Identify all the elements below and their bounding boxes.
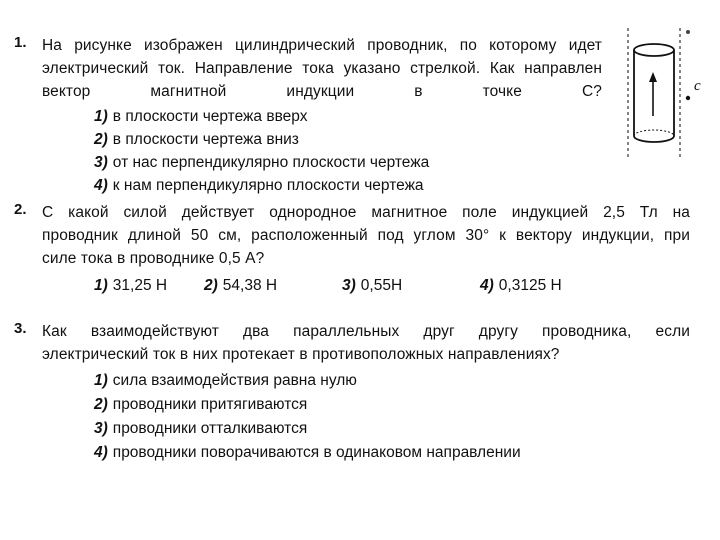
option-text: от нас перпендикулярно плоскости чертежа [112,154,430,171]
question-text [42,320,690,366]
question-3 [14,320,694,470]
option-text: сила взаимодействия равна нулю [112,372,357,389]
cylinder-bottom-hidden [634,130,674,136]
answer-option[interactable] [342,274,402,297]
option-number: 4) [480,277,494,294]
current-arrow-head [649,72,657,82]
option-text: проводники отталкиваются [112,420,308,437]
answer-option[interactable] [94,128,299,151]
option-text: 0,3125 Н [498,277,562,294]
option-number: 3) [94,420,108,437]
option-number: 1) [94,108,108,125]
option-number: 1) [94,277,108,294]
option-number: 3) [94,154,108,171]
answer-option[interactable] [94,274,167,297]
option-text: проводники притягиваются [112,396,308,413]
option-number: 2) [94,131,108,148]
answer-option[interactable] [94,105,307,128]
corner-mark [686,30,690,34]
cylinder-top [634,44,674,56]
option-text: 0,55Н [360,277,403,294]
question-line: электрический ток. Направление тока указано стрелкой. Как направлен [42,60,602,77]
option-text: проводники поворачиваются в одинаковом направлении [112,444,521,461]
question-number: 3. [14,320,27,337]
question-1 [14,34,604,204]
point-c-dot [686,96,690,100]
option-text: 31,25 Н [112,277,168,294]
option-number: 4) [94,444,108,461]
question-line: электрический ток в них протекает в противоположных направлениях? [42,346,560,363]
question-2 [14,201,694,296]
answer-option[interactable] [204,274,277,297]
answer-option[interactable] [94,441,521,464]
answer-option[interactable] [480,274,562,297]
answer-option[interactable] [94,174,424,197]
question-line: С какой силой действует однородное магнитное поле индукцией 2,5 Тл на [42,204,690,221]
cylinder-diagram [622,26,712,166]
option-text: 54,38 Н [222,277,278,294]
option-number: 2) [204,277,218,294]
option-text: в плоскости чертежа вниз [112,131,299,148]
answer-option[interactable] [94,393,307,416]
option-number: 3) [342,277,356,294]
option-text: к нам перпендикулярно плоскости чертежа [112,177,424,194]
question-number: 2. [14,201,27,218]
cylinder-bottom [634,136,674,142]
question-line: проводник длиной 50 см, расположенный под углом 30° к вектору индукции, при [42,227,690,244]
option-text: в плоскости чертежа вверх [112,108,308,125]
question-line: Как взаимодействуют два параллельных друг другу проводника, если [42,323,690,340]
question-text [42,34,602,103]
question-number: 1. [14,34,27,51]
question-line: вектор магнитной индукции в точке С? [42,83,602,100]
answer-option[interactable] [94,151,429,174]
option-number: 2) [94,396,108,413]
answer-option[interactable] [94,417,307,440]
question-line: На рисунке изображен цилиндрический проводник, по которому идет [42,37,602,54]
conductor-figure [622,26,712,166]
point-c-label: c [694,78,701,94]
question-text [42,201,690,270]
option-number: 1) [94,372,108,389]
question-line: силе тока в проводнике 0,5 А? [42,250,265,267]
option-number: 4) [94,177,108,194]
answer-option[interactable] [94,369,357,392]
